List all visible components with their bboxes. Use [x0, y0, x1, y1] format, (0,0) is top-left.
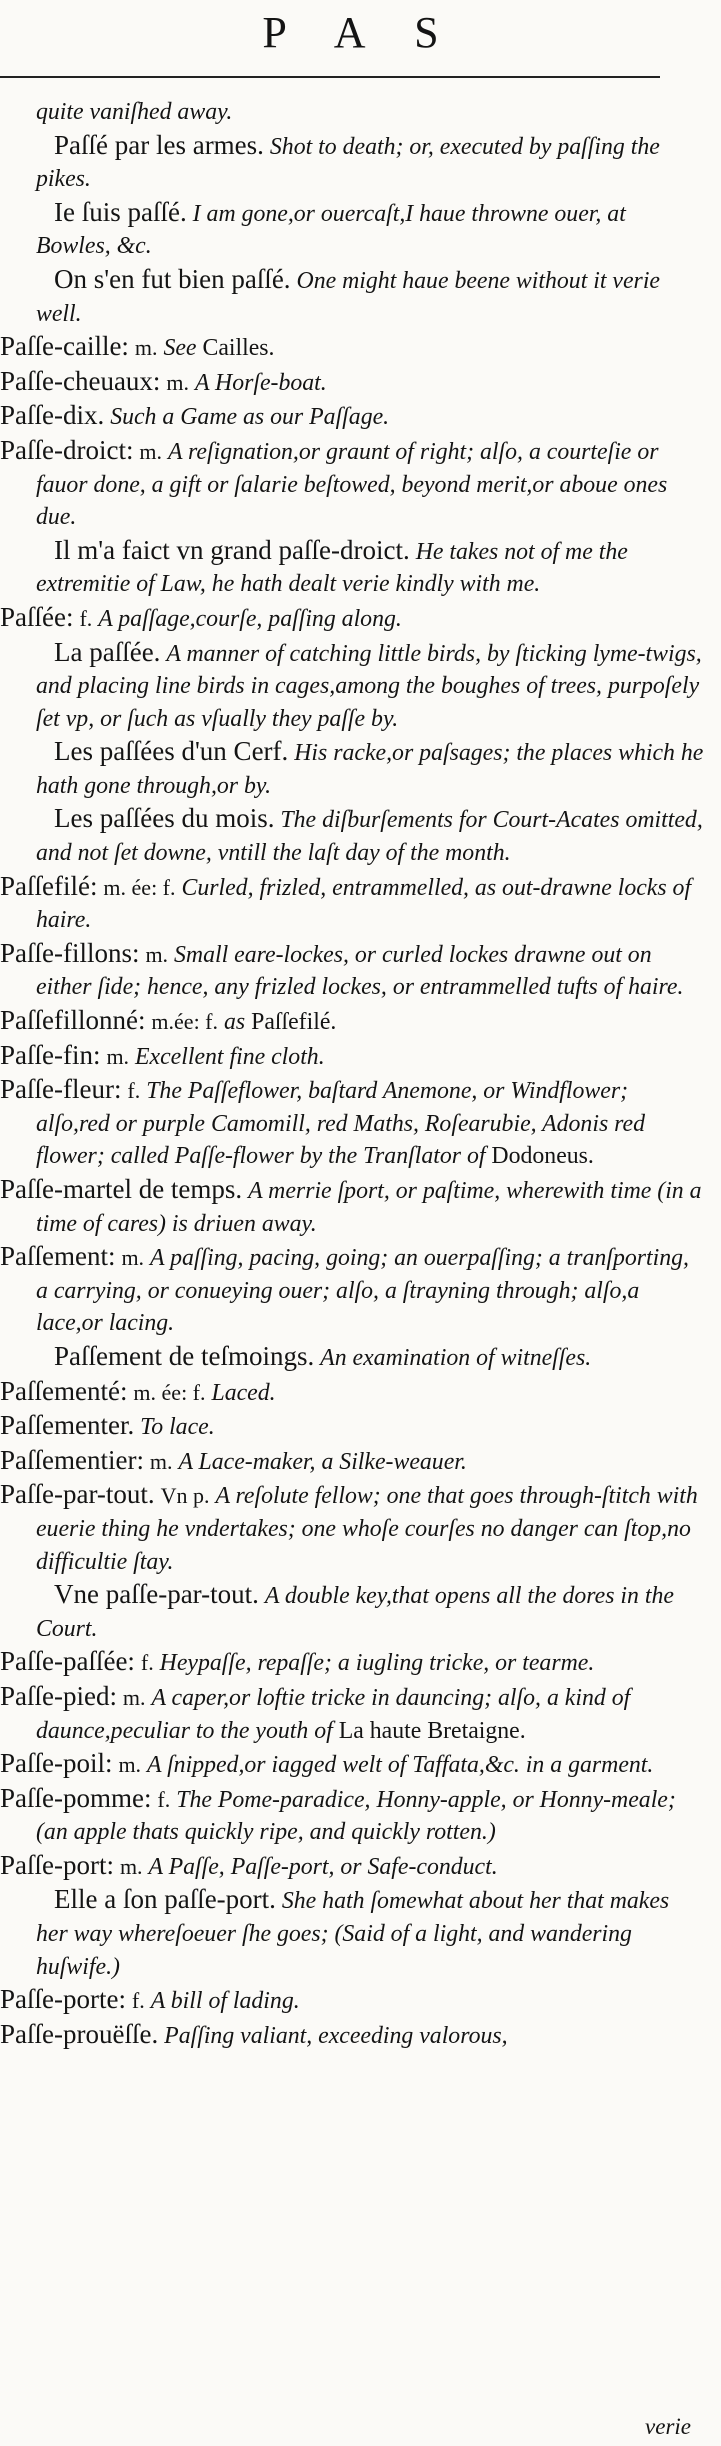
entry [0, 1409, 705, 1444]
entry-headword: Paſſe-caille: [0, 331, 129, 362]
entry-definition: as [223, 1009, 246, 1036]
entry-definition: A reſolute fellow; one that goes through-ſtitch with euerie thing he vndertakes; one whoſe courſes no danger can ſtop,no difficultie ſtay. [36, 1483, 698, 1575]
entry [0, 1073, 705, 1173]
entry-headword: Paſſe-pomme: [0, 1782, 152, 1813]
entry [0, 2018, 705, 2053]
page-header: P A S [262, 8, 459, 57]
sub-entry [0, 1578, 705, 1645]
entry-definition: A ſnipped,or iagged welt of Taffata,&c. in a garment. [147, 1752, 654, 1779]
entry-definition: Excellent fine cloth. [135, 1043, 325, 1070]
entry-definition-roman: Paſſefilé. [251, 1009, 337, 1036]
sub-entry [0, 1883, 705, 1983]
entry-headword: Paſſe-fillons: [0, 937, 140, 968]
entry-definition: Shot to death; or, executed by paſſing the pikes. [36, 133, 660, 193]
sub-entry [0, 129, 705, 196]
catchword: verie [645, 2414, 691, 2439]
entry-headword: Paſſementé: [0, 1375, 128, 1406]
entry [0, 1039, 705, 1074]
entry-grammar: f. [140, 1650, 154, 1676]
entry [0, 1983, 705, 2018]
entry-grammar: m. ée: f. [133, 1379, 206, 1405]
entry-headword: Paſſe-porte: [0, 1984, 126, 2015]
entry-definition: I am gone,or ouercaſt,I haue throwne ouer, at Bowles, &c. [36, 200, 626, 260]
entry-grammar: m. [149, 1448, 173, 1474]
sub-entry [0, 263, 705, 330]
entry-definition: Small eare-lockes, or curled lockes drawne out on either ſide; hence, any frizled lockes, or entrammelled tufts of haire. [36, 941, 684, 1001]
entry-definition: A paſſing, pacing, going; an ouerpaſſing; a tranſporting, a carrying, or conueying ouer; alſo, a ſtrayning through; alſo,a lace,or lacing. [36, 1245, 689, 1337]
entry-headword: Les paſſées d'un Cerf. [54, 736, 289, 767]
entry-definition: A double key,that opens all the dores in the Court. [36, 1583, 674, 1642]
entry [0, 937, 705, 1004]
entry-headword: Paſſe-fin: [0, 1039, 101, 1070]
entry-definition: Curled, frizled, entrammelled, as out-drawne locks of haire. [36, 874, 692, 934]
entry [0, 1173, 705, 1240]
entry-headword: Vne paſſe-par-tout. [54, 1579, 259, 1610]
entry-definition: Laced. [211, 1379, 276, 1406]
entry-headword: Paſſe-port: [0, 1849, 114, 1880]
entry-definition: He takes not of me the extremitie of Law, he hath dealt verie kindly with me. [36, 538, 628, 598]
entry-headword: Paſſe-dix. [0, 400, 105, 431]
header-rule [0, 76, 660, 78]
entry-definition: Paſſing valiant, exceeding valorous, [164, 2022, 508, 2049]
entry [0, 1004, 705, 1039]
entry [0, 1444, 705, 1479]
entry-headword: Paſſementier: [0, 1444, 144, 1475]
entry [0, 330, 705, 365]
entry-headword: Paſſe-pied: [0, 1680, 117, 1711]
entry-grammar: f. [79, 605, 93, 631]
entry-definition: The Paſſeflower, baſtard Anemone, or Windflower; alſo,red or purple Camomill, red Maths, Roſearubie, Adonis red flower; called Paſſe-flower by the Tranſlator of [36, 1078, 645, 1170]
entry-grammar: m. [122, 1684, 146, 1710]
entry-definition: quite vaniſhed away. [36, 99, 233, 125]
sub-entry [0, 534, 705, 601]
sub-entry [0, 802, 705, 869]
entry-headword: Paſſe-paſſée: [0, 1646, 135, 1677]
entry [0, 601, 705, 636]
sub-entry [0, 1340, 705, 1375]
entry-grammar: m. ée: f. [103, 874, 176, 900]
entry-definition: A caper,or loftie tricke in dauncing; alſo, a kind of daunce,peculiar to the youth of [36, 1684, 631, 1744]
entry-headword: Paſſe-par-tout. [0, 1479, 155, 1510]
entry-headword: On s'en fut bien paſſé. [54, 263, 291, 294]
entry [0, 1375, 705, 1410]
entry [0, 1680, 705, 1747]
entry-definition: She hath ſomewhat about her that makes her way whereſoeuer ſhe goes; (Said of a light, and wandering huſwife.) [36, 1888, 670, 1980]
entry-definition: A Horſe-boat. [194, 369, 327, 396]
entry-headword: Paſſefillonné: [0, 1005, 146, 1036]
entry-grammar: Vn p. [160, 1483, 210, 1509]
entry-definition: Such a Game as our Paſſage. [110, 404, 390, 431]
entry-grammar: f. [131, 1988, 145, 2014]
entry-headword: Paſſe-martel de temps. [0, 1174, 243, 1204]
entry-definition: A manner of catching little birds, by ſticking lyme-twigs, and placing line birds in cages,among the boughes of trees, purpoſely ſet vp, or ſuch as vſually they paſſe by. [36, 640, 702, 732]
entry-grammar: m.ée: f. [151, 1009, 219, 1035]
entry-grammar: m. [121, 1245, 145, 1271]
entry-headword: Paſſefilé: [0, 870, 98, 901]
entry-definition: His racke,or paſsages; the places which he hath gone through,or by. [36, 740, 704, 799]
entry-grammar: m. [145, 941, 169, 967]
sub-entry [0, 636, 705, 736]
entry-headword: Paſſe-droict: [0, 434, 134, 465]
entry-definition: See [163, 335, 197, 362]
entry-definition-roman: Cailles. [202, 335, 275, 362]
entry-grammar: f. [127, 1078, 141, 1104]
entry-headword: Il m'a faict vn grand paſſe-droict. [54, 534, 410, 565]
entry-definition: A Lace-maker, a Silke-weauer. [178, 1448, 467, 1475]
entry-definition: The diſburſements for Court-Acates omitted, and not ſet downe, vntill the laſt day of the month. [36, 807, 703, 867]
entry-definition-roman: La haute Bretaigne. [338, 1717, 526, 1744]
entry-headword: Paſſe-fleur: [0, 1074, 122, 1105]
entry-grammar: m. [106, 1043, 130, 1069]
entry-headword: Ie ſuis paſſé. [54, 196, 187, 227]
entry-definition: A paſſage,courſe, paſſing along. [98, 605, 402, 632]
entry-headword: La paſſée. [54, 636, 161, 667]
entry [0, 1747, 705, 1782]
entry-headword: Paſſée: [0, 601, 74, 632]
entry-definition: Heypaſſe, repaſſe; a iugling tricke, or tearme. [159, 1650, 595, 1677]
sub-entry [0, 196, 705, 263]
entry-definition: One might haue beene without it verie well. [36, 267, 660, 327]
entry-definition: A reſignation,or graunt of right; alſo, a courteſie or fauor done, a gift or ſalarie beſtowed, beyond merit,or aboue ones due. [36, 438, 668, 531]
entry [0, 434, 705, 534]
entry-headword: Paſſe-poil: [0, 1748, 113, 1779]
entry [0, 1782, 705, 1849]
entry-list [0, 96, 705, 2052]
entry [0, 1478, 705, 1578]
entry [0, 365, 705, 400]
entry-grammar: m. [119, 1853, 143, 1879]
entry-headword: Paſſe-cheuaux: [0, 365, 161, 396]
entry-headword: Paſſement de teſmoings. [54, 1340, 315, 1371]
entry-definition: To lace. [140, 1414, 215, 1441]
entry-definition: A bill of lading. [150, 1988, 300, 2015]
entry-definition: The Pome-paradice, Honny-apple, or Honny-meale; (an apple thats quickly ripe, and quickly rotten.) [36, 1786, 676, 1846]
entry-grammar: m. [118, 1752, 142, 1778]
entry-grammar: m. [166, 369, 190, 395]
entry-grammar: m. [134, 335, 158, 361]
entry-definition-roman: Dodoneus. [491, 1143, 594, 1170]
entry-headword: Elle a ſon paſſe-port. [54, 1884, 276, 1915]
entry-definition: A Paſſe, Paſſe-port, or Safe-conduct. [148, 1853, 498, 1880]
entry-grammar: m. [139, 438, 163, 464]
entry-headword: Paſſe-prouëſſe. [0, 2018, 159, 2049]
sub-entry [0, 735, 705, 802]
entry-grammar: f. [157, 1786, 171, 1812]
entry-headword: Paſſé par les armes. [54, 129, 264, 160]
entry [0, 870, 705, 937]
entry-definition: An examination of witneſſes. [320, 1344, 592, 1371]
entry [0, 1849, 705, 1884]
entry [0, 399, 705, 434]
entry-headword: Paſſement: [0, 1241, 116, 1272]
sub-entry [0, 96, 705, 129]
entry-headword: Les paſſées du mois. [54, 803, 275, 834]
entry [0, 1240, 705, 1340]
entry-headword: Paſſementer. [0, 1410, 135, 1441]
entry [0, 1645, 705, 1680]
entry-definition: A merrie ſport, or paſtime, wherewith time (in a time of cares) is driuen away. [36, 1178, 702, 1237]
